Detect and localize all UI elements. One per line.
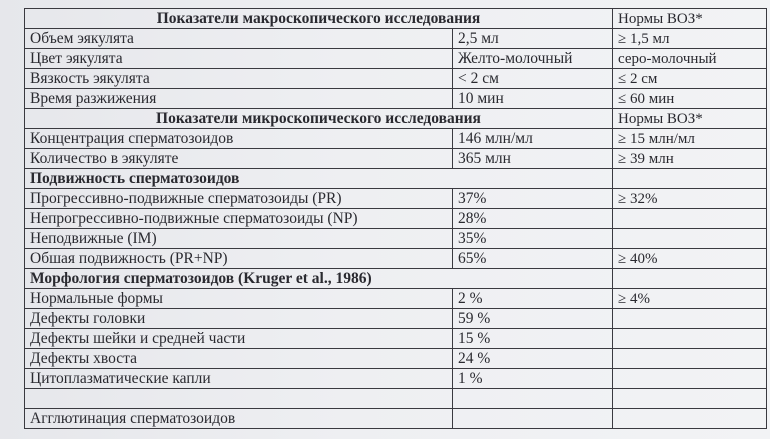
row-norm bbox=[613, 329, 767, 349]
row-norm: ≥ 32% bbox=[613, 189, 767, 209]
table-row bbox=[25, 329, 767, 349]
table-row bbox=[25, 309, 767, 329]
row-value: 59 % bbox=[453, 309, 613, 329]
row-value: 2 % bbox=[453, 289, 613, 309]
row-norm bbox=[613, 229, 767, 249]
row-norm: ≥ 15 млн/мл bbox=[613, 129, 767, 149]
agglutination-row bbox=[25, 409, 767, 429]
row-value: < 2 см bbox=[453, 69, 613, 89]
morphology-section-title: Морфология сперматозоидов (Kruger et al., 1986) bbox=[25, 269, 613, 289]
row-norm bbox=[613, 349, 767, 369]
table-row bbox=[25, 129, 767, 149]
table-row bbox=[25, 149, 767, 169]
row-label: Нормальные формы bbox=[25, 289, 453, 309]
table-row bbox=[25, 69, 767, 89]
row-norm: ≥ 4% bbox=[613, 289, 767, 309]
row-value: 1 % bbox=[453, 369, 613, 389]
table-row bbox=[25, 89, 767, 109]
motility-header-row bbox=[25, 169, 767, 189]
row-value: 35% bbox=[453, 229, 613, 249]
agglutination-label: Агглютинация сперматозоидов bbox=[25, 409, 453, 429]
row-value: 146 млн/мл bbox=[453, 129, 613, 149]
row-label: Концентрация сперматозоидов bbox=[25, 129, 453, 149]
empty-cell bbox=[613, 409, 767, 429]
row-norm: ≤ 2 см bbox=[613, 69, 767, 89]
row-norm: ≤ 60 мин bbox=[613, 89, 767, 109]
row-label: Время разжижения bbox=[25, 89, 453, 109]
row-value: 2,5 мл bbox=[453, 29, 613, 49]
row-norm: серо-молочный bbox=[613, 49, 767, 69]
row-label: Цвет эякулята bbox=[25, 49, 453, 69]
micro-header-row bbox=[25, 109, 767, 129]
table-row bbox=[25, 249, 767, 269]
empty-cell bbox=[453, 389, 613, 409]
row-label: Неподвижные (IM) bbox=[25, 229, 453, 249]
table-row bbox=[25, 29, 767, 49]
empty-cell bbox=[613, 169, 767, 189]
table-row bbox=[25, 49, 767, 69]
row-norm: ≥ 40% bbox=[613, 249, 767, 269]
row-label: Дефекты головки bbox=[25, 309, 453, 329]
row-label: Прогрессивно-подвижные сперматозоиды (PR) bbox=[25, 189, 453, 209]
empty-cell bbox=[453, 409, 613, 429]
row-value: 365 млн bbox=[453, 149, 613, 169]
row-norm: ≥ 39 млн bbox=[613, 149, 767, 169]
empty-cell bbox=[613, 269, 767, 289]
micro-norms-title: Нормы ВОЗ* bbox=[613, 109, 767, 129]
table-row bbox=[25, 289, 767, 309]
row-label: Цитоплазматические капли bbox=[25, 369, 453, 389]
macro-norms-title: Нормы ВОЗ* bbox=[613, 9, 767, 29]
table-row bbox=[25, 349, 767, 369]
table-row bbox=[25, 189, 767, 209]
row-label: Вязкость эякулята bbox=[25, 69, 453, 89]
motility-section-title: Подвижность сперматозоидов bbox=[25, 169, 613, 189]
row-norm bbox=[613, 369, 767, 389]
macro-header-row bbox=[25, 9, 767, 29]
spacer-row bbox=[25, 389, 767, 409]
table-row bbox=[25, 209, 767, 229]
micro-section-title: Показатели микроскопического исследования bbox=[25, 109, 613, 129]
row-value: 28% bbox=[453, 209, 613, 229]
row-value: 65% bbox=[453, 249, 613, 269]
row-label: Непрогрессивно-подвижные сперматозоиды (NP) bbox=[25, 209, 453, 229]
row-norm: ≥ 1,5 мл bbox=[613, 29, 767, 49]
row-label: Обшая подвижность (PR+NP) bbox=[25, 249, 453, 269]
empty-cell bbox=[613, 389, 767, 409]
row-value: 10 мин bbox=[453, 89, 613, 109]
row-norm bbox=[613, 209, 767, 229]
table-row bbox=[25, 229, 767, 249]
row-norm bbox=[613, 309, 767, 329]
macro-section-title: Показатели макроскопического исследования bbox=[25, 9, 613, 29]
row-label: Дефекты хвоста bbox=[25, 349, 453, 369]
row-value: 24 % bbox=[453, 349, 613, 369]
row-label: Объем эякулята bbox=[25, 29, 453, 49]
row-value: Желто-молочный bbox=[453, 49, 613, 69]
row-value: 37% bbox=[453, 189, 613, 209]
table-row bbox=[25, 369, 767, 389]
morphology-header-row bbox=[25, 269, 767, 289]
row-label: Дефекты шейки и средней части bbox=[25, 329, 453, 349]
empty-cell bbox=[25, 389, 453, 409]
semen-analysis-table bbox=[24, 8, 767, 429]
row-label: Количество в эякуляте bbox=[25, 149, 453, 169]
row-value: 15 % bbox=[453, 329, 613, 349]
